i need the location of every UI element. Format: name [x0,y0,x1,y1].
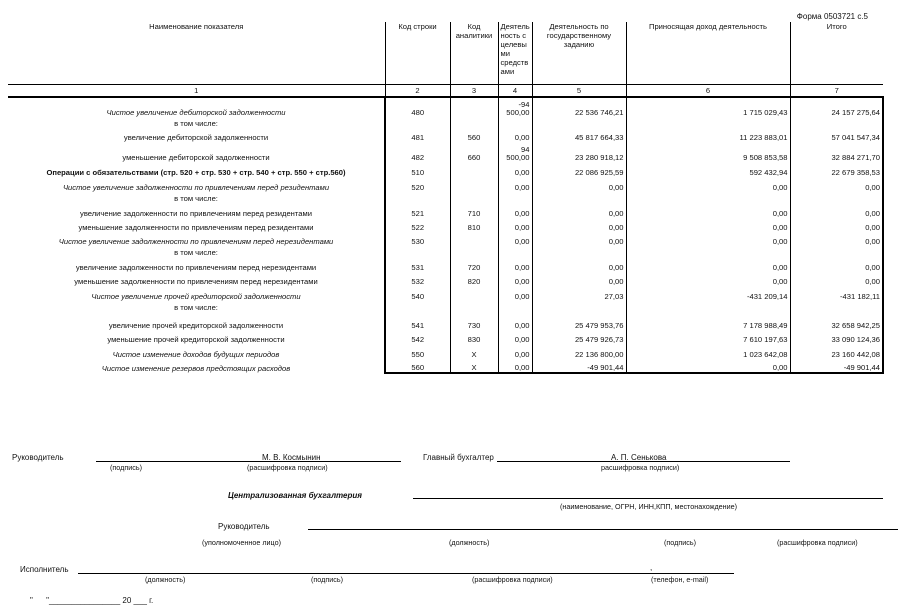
row-name: Чистое изменение доходов будущих периодов [112,350,280,359]
row-name: в том числе: [174,194,218,203]
row-total: 32 658 942,25 [790,314,883,330]
row-analytics-code: 830 [450,330,498,344]
row-income-activity: 592 432,94 [626,162,790,177]
row-income-activity [626,192,790,205]
row-total: 0,00 [790,259,883,272]
row-state-assignment: 23 280 918,12 [532,142,626,162]
row-total [790,117,883,130]
table-row [8,130,883,142]
row-income-activity: 7 178 988,49 [626,314,790,330]
row-name: увеличение прочей кредиторской задолженности [108,321,284,330]
date-line: " "________________ 20 ___ г. [30,596,154,605]
row-name: Чистое увеличение задолженности по привлечениям перед резидентами [62,183,330,192]
row-total: 0,00 [790,272,883,286]
row-name: в том числе: [174,303,218,312]
table-row [8,218,883,232]
row-targeted-funds [498,192,532,205]
table-row [8,232,883,246]
authorized-position-caption: (должность) [449,538,490,547]
row-income-activity [626,246,790,259]
row-line-code: 531 [385,259,450,272]
row-total: 24 157 275,64 [790,97,883,117]
row-targeted-funds: 0,00 [498,359,532,373]
row-line-code: 541 [385,314,450,330]
row-name: уменьшение задолженности по привлечениям перед резидентами [78,223,314,232]
table-row [8,142,883,162]
column-number: 6 [626,85,790,98]
row-targeted-funds [498,117,532,130]
row-name: уменьшение дебиторской задолженности [122,153,270,162]
authorized-decode-caption: (расшифровка подписи) [777,538,858,547]
row-line-code: 482 [385,142,450,162]
table-row [8,286,883,301]
row-state-assignment [532,117,626,130]
row-analytics-code [450,246,498,259]
row-name: Чистое изменение резервов предстоящих расходов [101,364,291,373]
row-analytics-code [450,117,498,130]
row-state-assignment: -49 901,44 [532,359,626,373]
row-analytics-code [450,177,498,192]
row-state-assignment: 0,00 [532,218,626,232]
row-state-assignment: 27,03 [532,286,626,301]
row-targeted-funds [498,301,532,314]
chief-accountant-decode-caption: расшифровка подписи) [601,463,680,472]
row-name: увеличение задолженности по привлечениям перед нерезидентами [75,263,317,272]
row-line-code: 550 [385,344,450,359]
row-name: в том числе: [174,248,218,257]
column-number: 2 [385,85,450,98]
row-total: 57 041 547,34 [790,130,883,142]
row-name: Чистое увеличение прочей кредиторской задолженности [91,292,301,301]
row-total: 0,00 [790,177,883,192]
executor-comma: , [650,563,653,572]
row-line-code: 522 [385,218,450,232]
row-total: 0,00 [790,205,883,218]
header-analytics-code: Код аналитики [450,22,498,85]
table-row [8,259,883,272]
row-total: 22 679 358,53 [790,162,883,177]
column-number: 7 [790,85,883,98]
table-row [8,205,883,218]
row-state-assignment: 0,00 [532,177,626,192]
row-analytics-code: 560 [450,130,498,142]
table-row [8,330,883,344]
chief-accountant-label: Главный бухгалтер [423,453,494,462]
row-state-assignment: 0,00 [532,272,626,286]
row-state-assignment: 25 479 926,73 [532,330,626,344]
row-targeted-funds: 0,00 [498,232,532,246]
row-income-activity: 1 023 642,08 [626,344,790,359]
row-targeted-funds: 0,00 [498,218,532,232]
row-targeted-funds: 94 500,00 [498,142,532,162]
row-analytics-code: 720 [450,259,498,272]
row-income-activity: 0,00 [626,205,790,218]
row-line-code: 560 [385,359,450,373]
row-total: 32 884 271,70 [790,142,883,162]
table-row [8,97,883,117]
row-analytics-code: 810 [450,218,498,232]
table-row [8,192,883,205]
row-analytics-code [450,162,498,177]
row-line-code: 481 [385,130,450,142]
header-state-assignment: Деятельность по государственному заданию [532,22,626,85]
head-signature-caption: (подпись) [110,463,142,472]
row-analytics-code: X [450,359,498,373]
row-income-activity: 0,00 [626,232,790,246]
row-targeted-funds: 0,00 [498,286,532,301]
row-total: 33 090 124,36 [790,330,883,344]
table-row [8,301,883,314]
row-state-assignment: 0,00 [532,259,626,272]
row-state-assignment: 22 136 800,00 [532,344,626,359]
row-targeted-funds [498,246,532,259]
head-decode-caption: (расшифровка подписи) [247,463,328,472]
row-targeted-funds: 0,00 [498,130,532,142]
executor-label: Исполнитель [20,565,69,574]
executor-signature-caption: (подпись) [311,575,343,584]
header-line-code: Код строки [385,22,450,85]
row-targeted-funds: 0,00 [498,330,532,344]
row-income-activity: 0,00 [626,359,790,373]
head-signature-line [96,461,401,462]
row-state-assignment: 25 479 953,76 [532,314,626,330]
table-row [8,177,883,192]
row-total [790,246,883,259]
row-total: -49 901,44 [790,359,883,373]
row-analytics-code [450,301,498,314]
row-line-code: 480 [385,97,450,117]
row-income-activity: 0,00 [626,259,790,272]
row-income-activity: 0,00 [626,218,790,232]
row-name: увеличение задолженности по привлечениям перед резидентами [80,209,312,218]
row-targeted-funds: 0,00 [498,177,532,192]
row-income-activity: 11 223 883,01 [626,130,790,142]
row-targeted-funds: 0,00 [498,344,532,359]
authorized-signature-caption: (подпись) [664,538,696,547]
row-income-activity: 9 508 853,58 [626,142,790,162]
row-name: уменьшение задолженности по привлечениям перед нерезидентами [74,277,318,286]
row-total: 23 160 442,08 [790,344,883,359]
central-accounting-line [413,498,883,499]
row-line-code: 542 [385,330,450,344]
row-line-code: 532 [385,272,450,286]
head-name: М. В. Космынин [262,453,321,462]
row-line-code: 520 [385,177,450,192]
header-targeted-funds: Деятель ность с целевы ми средств ами [498,22,532,85]
table-row [8,272,883,286]
authorized-line [308,529,898,530]
row-analytics-code [450,232,498,246]
row-total [790,192,883,205]
table-row [8,314,883,330]
header-row [8,22,883,85]
row-analytics-code: 730 [450,314,498,330]
row-targeted-funds: 0,00 [498,205,532,218]
row-analytics-code: 660 [450,142,498,162]
row-state-assignment [532,301,626,314]
row-state-assignment: 0,00 [532,205,626,218]
row-analytics-code: 820 [450,272,498,286]
row-analytics-code: X [450,344,498,359]
row-name: уменьшение прочей кредиторской задолженности [107,335,285,344]
row-income-activity: 0,00 [626,177,790,192]
table-row [8,162,883,177]
table-row [8,117,883,130]
executor-decode-caption: (расшифровка подписи) [472,575,553,584]
report-table [8,22,884,374]
table-row [8,344,883,359]
row-name: в том числе: [174,119,218,128]
form-label: Форма 0503721 с.5 [796,12,868,21]
row-analytics-code [450,192,498,205]
row-line-code: 530 [385,232,450,246]
chief-accountant-name: А. П. Сенькова [611,453,667,462]
row-state-assignment: 0,00 [532,232,626,246]
row-targeted-funds: 0,00 [498,272,532,286]
row-name: Операции с обязательствами (стр. 520 + стр. 530 + стр. 540 + стр. 550 + стр.560) [46,168,346,177]
row-name: Чистое увеличение дебиторской задолженности [106,108,286,117]
row-line-code [385,246,450,259]
row-line-code [385,301,450,314]
executor-position-caption: (должность) [145,575,186,584]
row-analytics-code: 710 [450,205,498,218]
row-analytics-code [450,286,498,301]
row-state-assignment: 22 086 925,59 [532,162,626,177]
row-line-code: 540 [385,286,450,301]
row-targeted-funds: 0,00 [498,314,532,330]
row-income-activity: 1 715 029,43 [626,97,790,117]
row-line-code: 510 [385,162,450,177]
head-label: Руководитель [12,453,64,462]
row-income-activity [626,117,790,130]
row-line-code: 521 [385,205,450,218]
row-income-activity [626,301,790,314]
central-accounting-label: Централизованная бухгалтерия [228,491,362,500]
row-total [790,301,883,314]
column-numbers-row [8,85,883,98]
row-state-assignment: 45 817 664,33 [532,130,626,142]
row-state-assignment: 22 536 746,21 [532,97,626,117]
authorized-caption: (уполномоченное лицо) [202,538,281,547]
central-accounting-caption: (наименование, ОГРН, ИНН,КПП, местонахождение) [560,502,738,511]
row-targeted-funds: 0,00 [498,162,532,177]
row-income-activity: -431 209,14 [626,286,790,301]
table-row [8,246,883,259]
table-row [8,359,883,373]
executor-phone-caption: (телефон, e-mail) [651,575,709,584]
column-number: 1 [8,85,385,98]
row-analytics-code [450,97,498,117]
row-state-assignment [532,192,626,205]
header-name: Наименование показателя [8,22,385,85]
row-name: Чистое увеличение задолженности по привлечениям перед нерезидентами [58,237,334,246]
row-name: увеличение дебиторской задолженности [123,133,269,142]
row-total: 0,00 [790,232,883,246]
header-total: Итого [790,22,883,85]
row-state-assignment [532,246,626,259]
row-targeted-funds: -94 500,00 [498,97,532,117]
column-number: 5 [532,85,626,98]
executor-line [78,573,734,574]
authorized-head-label: Руководитель [218,522,270,531]
row-income-activity: 7 610 197,63 [626,330,790,344]
row-total: -431 182,11 [790,286,883,301]
column-number: 3 [450,85,498,98]
header-income-activity: Приносящая доход деятельность [626,22,790,85]
row-total: 0,00 [790,218,883,232]
row-targeted-funds: 0,00 [498,259,532,272]
row-line-code [385,117,450,130]
row-income-activity: 0,00 [626,272,790,286]
row-line-code [385,192,450,205]
column-number: 4 [498,85,532,98]
